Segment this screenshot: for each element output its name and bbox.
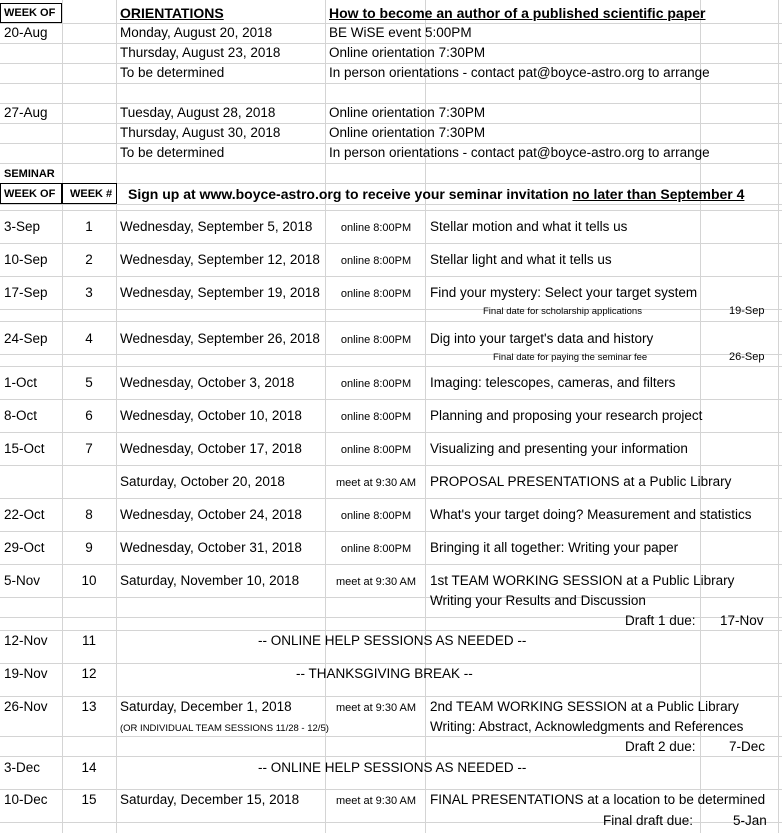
seminar-topic: Find your mystery: Select your target system bbox=[430, 285, 698, 300]
gridline bbox=[0, 663, 782, 664]
seminar-date: Wednesday, October 17, 2018 bbox=[120, 441, 302, 456]
gridline bbox=[0, 204, 782, 205]
draft2-label: Draft 2 due: bbox=[625, 739, 696, 754]
seminar-mode: online 8:00PM bbox=[340, 543, 412, 555]
seminar-week-number: 6 bbox=[85, 408, 93, 423]
orientations-header: ORIENTATIONS bbox=[120, 5, 224, 21]
final-draft-label: Final draft due: bbox=[603, 813, 694, 828]
seminar-date: Saturday, November 10, 2018 bbox=[120, 573, 300, 588]
orientation-event: Online orientation 7:30PM bbox=[329, 105, 486, 120]
seminar-week: 3-Dec bbox=[4, 760, 41, 775]
scholarship-note: Final date for scholarship applications bbox=[483, 306, 642, 317]
seminar-week-number: 1 bbox=[85, 219, 93, 234]
seminar-week: 15-Oct bbox=[4, 441, 45, 456]
seminar-topic: PROPOSAL PRESENTATIONS at a Public Library bbox=[430, 474, 732, 489]
seminar-week: 29-Oct bbox=[4, 540, 45, 555]
gridline bbox=[0, 276, 782, 277]
gridline bbox=[0, 531, 782, 532]
draft1-date: 17-Nov bbox=[720, 613, 764, 628]
seminar-topic: Visualizing and presenting your information bbox=[430, 441, 688, 456]
gridline bbox=[62, 0, 63, 833]
thanksgiving-note: -- THANKSGIVING BREAK -- bbox=[296, 666, 473, 681]
seminar-date: Saturday, October 20, 2018 bbox=[120, 474, 285, 489]
seminar-mode: online 8:00PM bbox=[340, 222, 412, 234]
orientation-date: Thursday, August 30, 2018 bbox=[120, 125, 281, 140]
orientation-event: Online orientation 7:30PM bbox=[329, 125, 486, 140]
seminar-topic: Dig into your target's data and history bbox=[430, 331, 654, 346]
seminar-week-number: 14 bbox=[81, 760, 97, 775]
orientation-date: Thursday, August 23, 2018 bbox=[120, 45, 281, 60]
gridline bbox=[0, 366, 782, 367]
seminar-date: Wednesday, September 19, 2018 bbox=[120, 285, 320, 300]
orientation-week: 20-Aug bbox=[4, 25, 48, 40]
seminar-date: Wednesday, October 24, 2018 bbox=[120, 507, 302, 522]
seminar-mode: meet at 9:30 AM bbox=[335, 795, 417, 807]
seminar-week-number: 12 bbox=[81, 666, 97, 681]
seminar-week-number: 3 bbox=[85, 285, 93, 300]
seminar-date: Wednesday, October 3, 2018 bbox=[120, 375, 295, 390]
gridline bbox=[0, 696, 782, 697]
seminar-week: 3-Sep bbox=[4, 219, 41, 234]
orientation-event: BE WiSE event 5:00PM bbox=[329, 25, 472, 40]
online-help-note-1: -- ONLINE HELP SESSIONS AS NEEDED -- bbox=[258, 633, 527, 648]
seminar-week-number: 4 bbox=[85, 331, 93, 346]
gridline bbox=[0, 736, 782, 737]
scholarship-date: 19-Sep bbox=[729, 305, 765, 317]
seminar-week-number: 7 bbox=[85, 441, 93, 456]
signup-deadline: no later than September 4 bbox=[572, 186, 745, 202]
seminar-week: 19-Nov bbox=[4, 666, 48, 681]
seminar-topic: 1st TEAM WORKING SESSION at a Public Library bbox=[430, 573, 735, 588]
fee-note: Final date for paying the seminar fee bbox=[493, 352, 648, 363]
gridline bbox=[0, 630, 782, 631]
seminar-topic: Imaging: telescopes, cameras, and filters bbox=[430, 375, 676, 390]
seminar-date: Wednesday, September 5, 2018 bbox=[120, 219, 313, 234]
gridline bbox=[0, 210, 782, 211]
orientation-date: Tuesday, August 28, 2018 bbox=[120, 105, 276, 120]
gridline bbox=[0, 432, 782, 433]
seminar-week: 17-Sep bbox=[4, 285, 48, 300]
online-help-note-2: -- ONLINE HELP SESSIONS AS NEEDED -- bbox=[258, 760, 527, 775]
seminar-topic: 2nd TEAM WORKING SESSION at a Public Library bbox=[430, 699, 739, 714]
seminar-mode: online 8:00PM bbox=[340, 255, 412, 267]
seminar-week-number: 13 bbox=[81, 699, 97, 714]
seminar-topic: What's your target doing? Measurement and statistics bbox=[430, 507, 752, 522]
gridline bbox=[0, 243, 782, 244]
seminar-week-number: 10 bbox=[81, 573, 97, 588]
seminar-mode: online 8:00PM bbox=[340, 334, 412, 346]
gridline bbox=[116, 0, 117, 833]
gridline bbox=[0, 498, 782, 499]
individual-sessions-note: (OR INDIVIDUAL TEAM SESSIONS 11/28 - 12/5) bbox=[120, 723, 329, 734]
seminar-week-number: 9 bbox=[85, 540, 93, 555]
seminar-week: 8-Oct bbox=[4, 408, 38, 423]
orientation-week: 27-Aug bbox=[4, 105, 48, 120]
seminar-topic: Bringing it all together: Writing your paper bbox=[430, 540, 679, 555]
seminar-header: SEMINAR bbox=[4, 168, 55, 180]
seminar-mode: meet at 9:30 AM bbox=[335, 702, 417, 714]
seminar-week-number: 11 bbox=[81, 633, 96, 648]
orientation-date: Monday, August 20, 2018 bbox=[120, 25, 273, 40]
seminar-week: 1-Oct bbox=[4, 375, 38, 390]
seminar-week: 10-Sep bbox=[4, 252, 48, 267]
seminar-date: Wednesday, September 26, 2018 bbox=[120, 331, 320, 346]
orientation-event: Online orientation 7:30PM bbox=[329, 45, 486, 60]
author-title: How to become an author of a published scientific paper bbox=[329, 5, 706, 21]
orientation-event: In person orientations - contact pat@boyce-astro.org to arrange bbox=[329, 65, 710, 80]
seminar-week: 10-Dec bbox=[4, 792, 48, 807]
seminar-topic: Stellar motion and what it tells us bbox=[430, 219, 628, 234]
week-of-header-2: WEEK OF bbox=[4, 188, 56, 200]
week-num-header: WEEK # bbox=[70, 188, 113, 200]
gridline bbox=[0, 83, 782, 84]
seminar-mode: online 8:00PM bbox=[340, 378, 412, 390]
gridline bbox=[0, 183, 782, 184]
seminar-topic: FINAL PRESENTATIONS at a location to be determined bbox=[430, 792, 766, 807]
seminar-week: 12-Nov bbox=[4, 633, 48, 648]
final-draft-date: 5-Jan bbox=[733, 813, 767, 828]
seminar-week: 5-Nov bbox=[4, 573, 41, 588]
draft1-label: Draft 1 due: bbox=[625, 613, 696, 628]
signup-banner bbox=[128, 185, 744, 203]
seminar-week-number: 15 bbox=[81, 792, 97, 807]
seminar-mode: online 8:00PM bbox=[340, 444, 412, 456]
gridline bbox=[0, 789, 782, 790]
gridline bbox=[0, 564, 782, 565]
gridline bbox=[0, 465, 782, 466]
seminar-mode: meet at 9:30 AM bbox=[335, 576, 417, 588]
gridline bbox=[325, 0, 326, 833]
seminar-week-number: 5 bbox=[85, 375, 93, 390]
seminar-mode: online 8:00PM bbox=[340, 411, 412, 423]
seminar-mode: meet at 9:30 AM bbox=[335, 477, 417, 489]
signup-text: Sign up at www.boyce-astro.org to receive your seminar invitation bbox=[128, 186, 573, 202]
fee-date: 26-Sep bbox=[729, 351, 765, 363]
seminar-date: Saturday, December 15, 2018 bbox=[120, 792, 300, 807]
abstract-note: Writing: Abstract, Acknowledgments and References bbox=[430, 719, 744, 734]
week-of-header: WEEK OF bbox=[4, 7, 56, 19]
gridline bbox=[0, 321, 782, 322]
seminar-date: Wednesday, October 31, 2018 bbox=[120, 540, 302, 555]
orientation-event: In person orientations - contact pat@boyce-astro.org to arrange bbox=[329, 145, 710, 160]
seminar-date: Saturday, December 1, 2018 bbox=[120, 699, 292, 714]
seminar-mode: online 8:00PM bbox=[340, 510, 412, 522]
seminar-week: 24-Sep bbox=[4, 331, 48, 346]
gridline bbox=[0, 756, 782, 757]
seminar-week: 26-Nov bbox=[4, 699, 48, 714]
seminar-topic: Planning and proposing your research project bbox=[430, 408, 703, 423]
seminar-date: Wednesday, October 10, 2018 bbox=[120, 408, 302, 423]
seminar-mode: online 8:00PM bbox=[340, 288, 412, 300]
gridline bbox=[0, 597, 782, 598]
gridline bbox=[778, 0, 779, 833]
gridline bbox=[0, 399, 782, 400]
draft2-date: 7-Dec bbox=[729, 739, 766, 754]
gridline bbox=[0, 309, 782, 310]
gridline bbox=[0, 163, 782, 164]
seminar-date: Wednesday, September 12, 2018 bbox=[120, 252, 320, 267]
seminar-week-number: 8 bbox=[85, 507, 93, 522]
gridline bbox=[0, 354, 782, 355]
results-discussion-note: Writing your Results and Discussion bbox=[430, 593, 646, 608]
orientation-date: To be determined bbox=[120, 65, 225, 80]
orientation-date: To be determined bbox=[120, 145, 225, 160]
seminar-week: 22-Oct bbox=[4, 507, 45, 522]
seminar-topic: Stellar light and what it tells us bbox=[430, 252, 612, 267]
seminar-week-number: 2 bbox=[85, 252, 93, 267]
